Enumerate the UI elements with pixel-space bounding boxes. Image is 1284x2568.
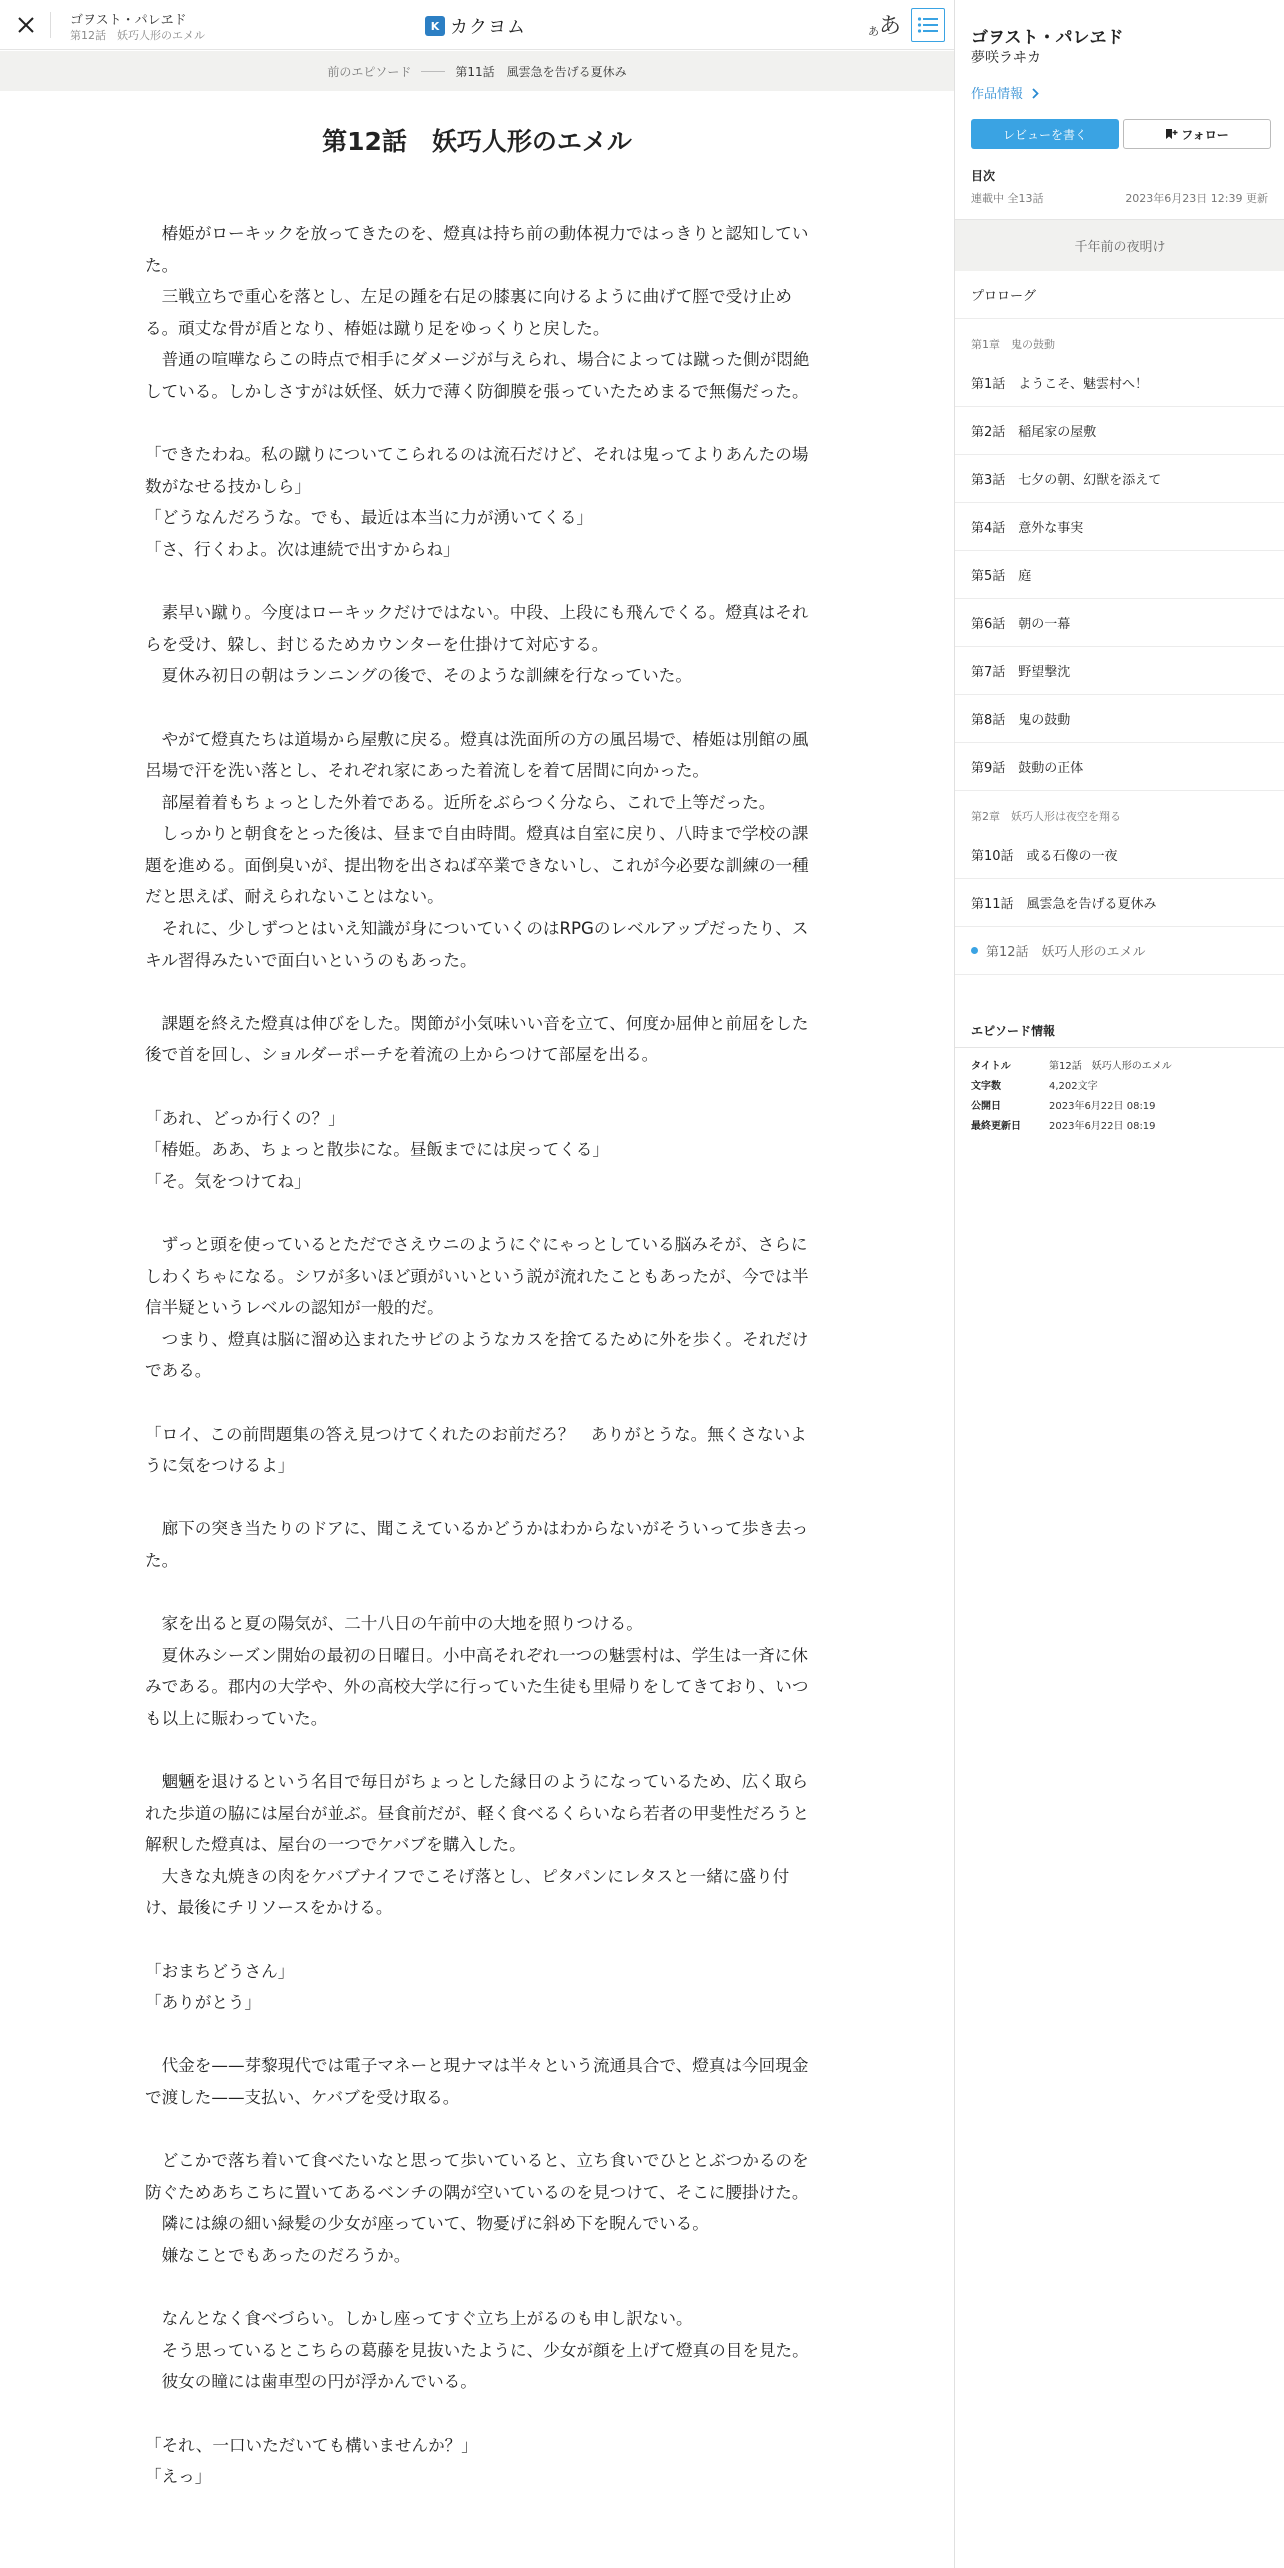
toc-section-heading: 千年前の夜明け bbox=[955, 219, 1284, 271]
toc-item-label: 第9話 鼓動の正体 bbox=[971, 761, 1084, 776]
body-paragraph: 彼女の瞳には歯車型の円が浮かんでいる。 bbox=[145, 2372, 477, 2392]
font-small-glyph: あ bbox=[868, 25, 879, 38]
body-paragraph: 「おまちどうさん」 bbox=[145, 1961, 295, 1981]
toc-item-episode[interactable] bbox=[955, 551, 1284, 599]
body-paragraph: 「椿姫。ああ、ちょっと散歩にな。昼飯までには戻ってくる」 bbox=[145, 1140, 609, 1160]
episode-info-key: 文字数 bbox=[971, 1081, 1001, 1092]
work-info-label: 作品情報 bbox=[971, 87, 1024, 102]
body-paragraph: 夏休み初日の朝はランニングの後で、そのような訓練を行なっていた。 bbox=[145, 666, 692, 686]
body-paragraph: 「そ。気をつけてね」 bbox=[145, 1171, 311, 1191]
episode-heading: 第12話 妖巧人形のエメル bbox=[322, 127, 632, 156]
body-paragraph bbox=[145, 2272, 813, 2304]
toc-item-label: 第11話 風雲急を告げる夏休み bbox=[971, 897, 1157, 912]
body-paragraph: 「どうなんだろうな。でも、最近は本当に力が湧いてくる」 bbox=[145, 508, 594, 528]
previous-episode-label: 前のエピソード bbox=[327, 64, 412, 79]
previous-episode-link[interactable] bbox=[0, 51, 954, 91]
toc-item-episode[interactable] bbox=[955, 503, 1284, 551]
font-size-button[interactable] bbox=[868, 10, 901, 40]
previous-episode-title: 第11話 風雲急を告げる夏休み bbox=[455, 64, 627, 79]
body-paragraph: なんとなく食べづらい。しかし座ってすぐ立ち上がるのも申し訳ない。 bbox=[145, 2309, 693, 2329]
body-paragraph: 普通の喧嘩ならこの時点で相手にダメージが与えられ、場合によっては蹴った側が悶絶している。しかしさすがは妖怪、妖力で薄く防御膜を張っていたためまるで無傷だった。 bbox=[145, 350, 810, 401]
toc-item-label: 第10話 或る石像の一夜 bbox=[971, 849, 1118, 864]
body-paragraph: 代金を——芽黎現代では電子マネーと現ナマは半々という流通具合で、燈真は今回現金で渡した——支払い、ケバブを受け取る。 bbox=[145, 2056, 809, 2108]
toc-item-label: 第2話 稲尾家の屋敷 bbox=[971, 425, 1097, 440]
toc-item-label: 第8話 鬼の鼓動 bbox=[971, 713, 1071, 728]
chevron-right-icon bbox=[1030, 88, 1040, 99]
body-paragraph: 椿姫がローキックを放ってきたのを、燈真は持ち前の動体視力ではっきりと認知していた。 bbox=[145, 224, 809, 275]
body-paragraph bbox=[145, 408, 813, 440]
body-paragraph: それに、少しずつとはいえ知識が身についていくのはRPGのレベルアップだったり、スキル習得みたいで面白いというのもあった。 bbox=[145, 919, 809, 970]
body-paragraph: 夏休みシーズン開始の最初の日曜日。小中高それぞれ一つの魅雲村は、学生は一斉に休みである。郡内の大学や、外の高校大学に行っていた生徒も里帰りをしてきており、いつも以上に賑わっていた。 bbox=[145, 1645, 809, 1728]
body-paragraph bbox=[145, 692, 813, 724]
toc-chapter-heading: 第1章 鬼の鼓動 bbox=[971, 338, 1055, 351]
episode-info-key: 最終更新日 bbox=[971, 1121, 1021, 1132]
body-paragraph bbox=[145, 1387, 813, 1419]
toc-item-episode[interactable] bbox=[955, 927, 1284, 975]
episode-title: 第12話 妖巧人形のエメル bbox=[70, 29, 205, 42]
body-paragraph bbox=[145, 2398, 813, 2430]
toc-item-episode[interactable] bbox=[955, 831, 1284, 879]
top-bar bbox=[0, 0, 954, 50]
body-paragraph: 嫌なことでもあったのだろうか。 bbox=[145, 2246, 411, 2265]
body-paragraph: しっかりと朝食をとった後は、昼まで自由時間。燈真は自室に戻り、八時まで学校の課題を進める。面倒臭いが、提出物を出さねば卒業できないし、これが今必要な訓練の一種だと思えば、耐えられないことはない。 bbox=[145, 824, 809, 907]
toc-list bbox=[955, 219, 1284, 975]
kakuyomu-logo-icon: K bbox=[425, 16, 445, 36]
body-paragraph bbox=[145, 1482, 813, 1514]
toc-item-episode[interactable] bbox=[955, 599, 1284, 647]
sidebar-work-title[interactable]: ゴヲスト・パレヱド bbox=[971, 28, 1124, 48]
body-paragraph bbox=[145, 1197, 813, 1229]
episode-info-value: 2023年6月22日 08:19 bbox=[1049, 1101, 1156, 1112]
bookmark-plus-icon bbox=[1165, 128, 1178, 140]
body-paragraph: どこかで落ち着いて食べたいなと思って歩いていると、立ち食いでひととぶつかるのを防ぐためあちこちに置いてあるベンチの隅が空いているのを見つけて、そこに腰掛けた。 bbox=[145, 2151, 809, 2202]
body-paragraph: ずっと頭を使っているとただでさえウニのようにぐにゃっとしている脳みそが、さらにしわくちゃになる。シワが多いほど頭がいいという説が流れたこともあったが、今では半信半疑というレベルの認知が一般的だ。 bbox=[145, 1235, 809, 1318]
body-paragraph: 「えっ」 bbox=[145, 2467, 212, 2487]
episode-body bbox=[145, 218, 813, 2493]
toc-item-episode[interactable] bbox=[955, 359, 1284, 407]
body-paragraph: 三戦立ちで重心を落とし、左足の踵を右足の膝裏に向けるように曲げて脛で受け止める。頑丈な骨が盾となり、椿姫は蹴り足をゆっくりと戻した。 bbox=[145, 287, 792, 338]
episode-info-row bbox=[955, 1120, 1284, 1134]
body-paragraph bbox=[145, 566, 813, 598]
body-paragraph bbox=[145, 2019, 813, 2051]
toc-toggle-button[interactable] bbox=[911, 8, 945, 42]
last-updated: 2023年6月23日 12:39 更新 bbox=[1125, 192, 1268, 205]
brand-name: カクヨム bbox=[450, 17, 526, 38]
body-paragraph: 「さ、行くわよ。次は連続で出すからね」 bbox=[145, 539, 460, 559]
episode-info-heading: エピソード情報 bbox=[955, 1022, 1284, 1048]
follow-button[interactable] bbox=[1123, 119, 1271, 149]
body-paragraph: 素早い蹴り。今度はローキックだけではない。中段、上段にも飛んでくる。燈真はそれらを受け、躱し、封じるためカウンターを仕掛けて対応する。 bbox=[145, 603, 809, 654]
close-icon bbox=[17, 16, 35, 34]
body-paragraph bbox=[145, 1735, 813, 1767]
body-paragraph bbox=[145, 1924, 813, 1956]
episode-info-value: 4,202文字 bbox=[1049, 1081, 1098, 1092]
toc-item-episode[interactable] bbox=[955, 695, 1284, 743]
toc-item-label: 第1話 ようこそ、魅雲村へ！ bbox=[971, 377, 1149, 392]
toc-sidebar bbox=[954, 0, 1284, 2568]
toc-item-prologue[interactable] bbox=[955, 271, 1284, 319]
follow-label: フォロー bbox=[1181, 127, 1229, 142]
episode-info-table bbox=[955, 1060, 1284, 1134]
body-paragraph: そう思っているとこちらの葛藤を見抜いたように、少女が顔を上げて燈真の目を見た。 bbox=[145, 2340, 809, 2360]
work-title-link[interactable]: ゴヲスト・パレヱド bbox=[70, 13, 187, 28]
body-paragraph: 隣には線の細い緑髪の少女が座っていて、物憂げに斜め下を睨んでいる。 bbox=[145, 2214, 709, 2234]
sidebar-author[interactable]: 夢咲ラヰカ bbox=[971, 50, 1041, 66]
brand-logo-link[interactable] bbox=[425, 13, 526, 39]
toc-heading: 目次 bbox=[971, 169, 996, 183]
body-paragraph: 「ロイ、この前問題集の答え見つけてくれたのお前だろ？ ありがとうな。無くさないように気をつけるよ」 bbox=[145, 1424, 807, 1476]
toc-item-label: 第4話 意外な事実 bbox=[971, 521, 1084, 536]
toc-item-label: 第12話 妖巧人形のエメル bbox=[986, 945, 1146, 960]
body-paragraph bbox=[145, 1071, 813, 1103]
body-paragraph: やがて燈真たちは道場から屋敷に戻る。燈真は洗面所の方の風呂場で、椿姫は別館の風呂場で汗を洗い落とし、それぞれ家にあった着流しを着て居間に向かった。 bbox=[145, 729, 809, 781]
work-info-link[interactable] bbox=[971, 83, 1040, 102]
toc-item-label: 第5話 庭 bbox=[971, 569, 1032, 584]
episode-info-row bbox=[955, 1100, 1284, 1114]
toc-chapters bbox=[955, 319, 1284, 975]
episode-info-row bbox=[955, 1060, 1284, 1074]
font-large-glyph: あ bbox=[879, 14, 902, 39]
divider bbox=[50, 12, 51, 38]
body-paragraph bbox=[145, 976, 813, 1008]
episode-info-key: 公開日 bbox=[971, 1101, 1001, 1112]
episode-info-value: 2023年6月22日 08:19 bbox=[1049, 1121, 1156, 1132]
body-paragraph: 「それ、一口いただいても構いませんか？」 bbox=[145, 2435, 478, 2455]
close-button[interactable] bbox=[10, 9, 42, 41]
body-paragraph: 家を出ると夏の陽気が、二十八日の午前中の大地を照りつける。 bbox=[145, 1614, 643, 1634]
list-icon bbox=[917, 16, 939, 34]
body-paragraph: 廊下の突き当たりのドアに、聞こえているかどうかはわからないがそういって歩き去った。 bbox=[145, 1519, 809, 1570]
toc-item-label: 第3話 七夕の朝、幻獣を添えて bbox=[971, 473, 1162, 488]
episode-info bbox=[955, 1022, 1284, 1134]
episode-info-key: タイトル bbox=[971, 1061, 1011, 1072]
body-paragraph: 魍魎を退けるという名目で毎日がちょっとした縁日のようになっているため、広く取られた歩道の脇には屋台が並ぶ。昼食前だが、軽く食べるくらいなら若者の甲斐性だろうと解釈した燈真は、屋台の一つでケバブを購入した。 bbox=[145, 1772, 810, 1855]
body-paragraph bbox=[145, 2114, 813, 2146]
episode-info-value: 第12話 妖巧人形のエメル bbox=[1049, 1061, 1172, 1072]
toc-item-episode[interactable] bbox=[955, 647, 1284, 695]
body-paragraph bbox=[145, 1577, 813, 1609]
write-review-button[interactable] bbox=[971, 119, 1119, 149]
body-paragraph: 「ありがとう」 bbox=[145, 1993, 262, 2013]
toc-chapter-heading: 第2章 妖巧人形は夜空を翔る bbox=[971, 810, 1121, 823]
toc-item-episode[interactable] bbox=[955, 407, 1284, 455]
write-review-label: レビューを書く bbox=[1002, 127, 1087, 142]
separator bbox=[421, 71, 445, 72]
current-episode-dot-icon bbox=[971, 947, 978, 954]
episode-info-row bbox=[955, 1080, 1284, 1094]
body-paragraph: 部屋着着もちょっとした外着である。近所をぶらつく分なら、これで上等だった。 bbox=[145, 792, 776, 812]
toc-item-episode[interactable] bbox=[955, 743, 1284, 791]
body-paragraph: 大きな丸焼きの肉をケバブナイフでこそげ落とし、ピタパンにレタスと一緒に盛り付け、最後にチリソースをかける。 bbox=[145, 1866, 790, 1918]
toc-item-episode[interactable] bbox=[955, 455, 1284, 503]
toc-item-label: プロローグ bbox=[971, 289, 1037, 304]
body-paragraph: 「できたわね。私の蹴りについてこられるのは流石だけど、それは鬼ってよりあんたの場数がなせる技かしら」 bbox=[145, 445, 809, 496]
body-paragraph: つまり、燈真は脳に溜め込まれたサビのようなカスを捨てるために外を歩く。それだけである。 bbox=[145, 1329, 809, 1381]
toc-item-episode[interactable] bbox=[955, 879, 1284, 927]
toc-item-label: 第6話 朝の一幕 bbox=[971, 617, 1071, 632]
toc-item-label: 第7話 野望撃沈 bbox=[971, 665, 1071, 680]
body-paragraph: 「あれ、どっか行くの？」 bbox=[145, 1108, 345, 1128]
serial-status: 連載中 全13話 bbox=[971, 192, 1044, 205]
body-paragraph: 課題を終えた燈真は伸びをした。関節が小気味いい音を立て、何度か屈伸と前屈をした後で首を回し、ショルダーポーチを着流の上からつけて部屋を出る。 bbox=[145, 1013, 809, 1065]
